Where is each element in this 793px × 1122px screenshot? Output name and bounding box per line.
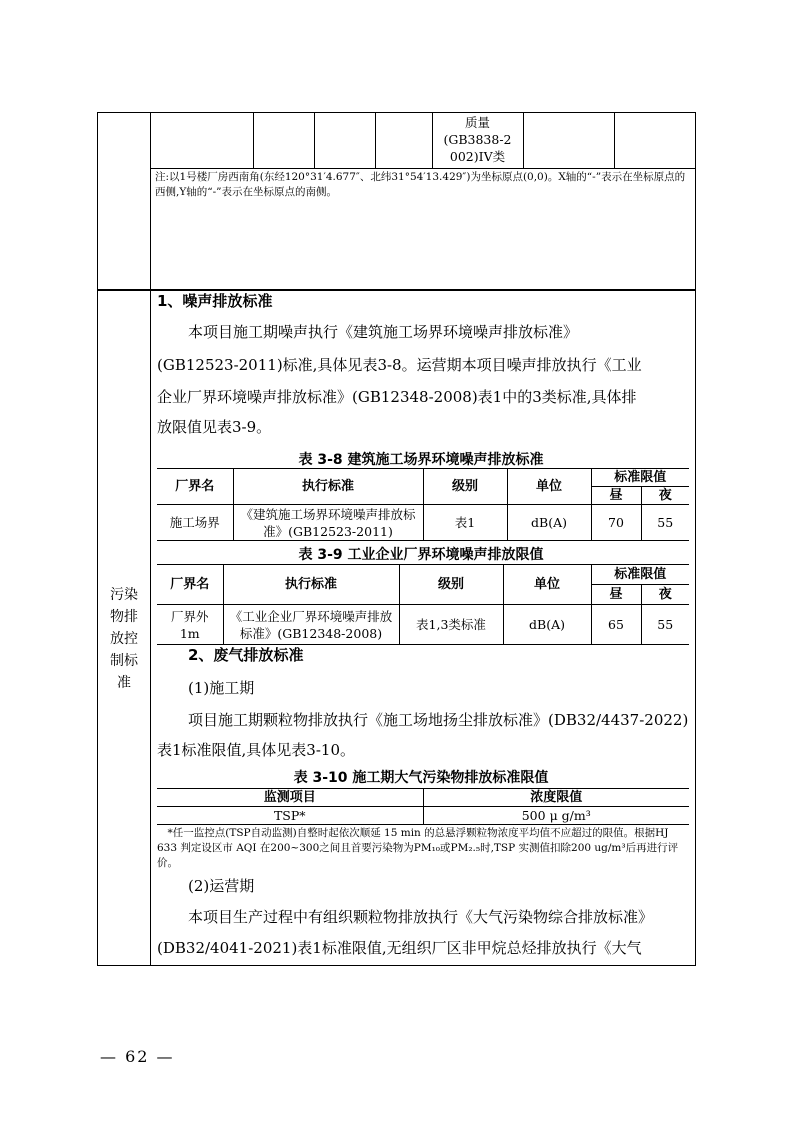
table-header: 标准限值 xyxy=(591,565,689,585)
noise-paragraph-line: 本项目施工期噪声执行《建筑施工场界环境噪声排放标准》 xyxy=(188,323,579,341)
table-cell: 表1 xyxy=(423,505,507,541)
table-cell: 《建筑施工场界环境噪声排放标准》(GB12523-2011) xyxy=(233,505,423,541)
table-3-9 xyxy=(157,564,689,645)
operation-paragraph-line: (DB32/4041-2021)表1标准限值,无组织厂区非甲烷总烃排放执行《大气 xyxy=(157,939,642,957)
table-cell: 55 xyxy=(641,505,689,541)
table-3-10-note: *任一监控点(TSP自动监测)自整时起依次顺延 15 min 的总悬浮颗粒物浓度平均值不应超过的限值。根据HJ 633 判定设区市 AQI 在200~300之间且首要污染物为PM₁₀或PM₂.₅时,TSP 实测值扣除200 ug/m³后再进行评价。 xyxy=(157,827,679,869)
noise-paragraph-line: 放限值见表3-9。 xyxy=(157,418,272,436)
table-cell: 施工场界 xyxy=(157,505,233,541)
table-header: 昼 xyxy=(591,585,641,605)
table-header: 级别 xyxy=(399,565,503,605)
operation-period-subheading: (2)运营期 xyxy=(188,877,255,895)
table-cell: dB(A) xyxy=(507,505,591,541)
table-header: 厂界名 xyxy=(157,565,223,605)
coordinate-note: 注:以1号楼厂房西南角(东经120°31′4.677″、北纬31°54′13.429″)为坐标原点(0,0)。X轴的“-”表示在坐标原点的西侧,Y轴的“-”表示在坐标原点的南侧。 xyxy=(155,171,686,198)
table-row xyxy=(157,807,689,825)
table-header: 级别 xyxy=(423,469,507,505)
table-3-9-caption: 表 3-9 工业企业厂界环境噪声排放限值 xyxy=(298,547,544,563)
noise-paragraph-line: 企业厂界环境噪声排放标准》(GB12348-2008)表1中的3类标准,具体排 xyxy=(157,388,637,406)
table-header: 单位 xyxy=(507,469,591,505)
table-cell: TSP* xyxy=(157,807,423,825)
table-row xyxy=(157,605,689,645)
table-cell: 55 xyxy=(641,605,689,645)
table-header: 标准限值 xyxy=(591,469,689,487)
table-cell: 65 xyxy=(591,605,641,645)
table-3-10 xyxy=(157,788,689,825)
table-cell: 表1,3类标准 xyxy=(399,605,503,645)
table-cell: 《工业企业厂界环境噪声排放标准》(GB12348-2008) xyxy=(223,605,399,645)
table-3-8-caption: 表 3-8 建筑施工场界环境噪声排放标准 xyxy=(298,452,544,468)
table-header: 监测项目 xyxy=(157,789,423,807)
table-header: 厂界名 xyxy=(157,469,233,505)
noise-paragraph-line: (GB12523-2011)标准,具体见表3-8。运营期本项目噪声排放执行《工业 xyxy=(157,356,642,374)
table-3-8 xyxy=(157,468,689,541)
table-header: 浓度限值 xyxy=(423,789,689,807)
table-header: 执行标准 xyxy=(223,565,399,605)
table-cell: 70 xyxy=(591,505,641,541)
table-cell: dB(A) xyxy=(503,605,591,645)
operation-paragraph-line: 本项目生产过程中有组织颗粒物排放执行《大气污染物综合排放标准》 xyxy=(188,908,654,926)
table-header: 昼 xyxy=(591,487,641,505)
table-3-10-caption: 表 3-10 施工期大气污染物排放标准限值 xyxy=(293,770,549,786)
left-column-divider xyxy=(150,112,151,966)
table-cell: 厂界外1m xyxy=(157,605,223,645)
construction-period-subheading: (1)施工期 xyxy=(188,679,255,697)
exhaust-paragraph-line: 项目施工期颗粒物排放执行《施工场地扬尘排放标准》(DB32/4437-2022) xyxy=(188,711,689,729)
table-header: 执行标准 xyxy=(233,469,423,505)
table-header: 单位 xyxy=(503,565,591,605)
table-header: 夜 xyxy=(641,585,689,605)
exhaust-heading: 2、废气排放标准 xyxy=(188,646,304,664)
exhaust-paragraph-line: 表1标准限值,具体见表3-10。 xyxy=(157,741,356,759)
side-label: 污染 物排 放控 制标 准 xyxy=(110,587,138,691)
page-number: — 62 — xyxy=(100,1047,175,1066)
table-header: 夜 xyxy=(641,487,689,505)
quality-standard-cell: 质量 (GB3838-2 002)IV类 xyxy=(443,115,512,164)
table-row xyxy=(157,505,689,541)
noise-heading: 1、噪声排放标准 xyxy=(157,292,273,310)
table-cell: 500 μ g/m³ xyxy=(423,807,689,825)
